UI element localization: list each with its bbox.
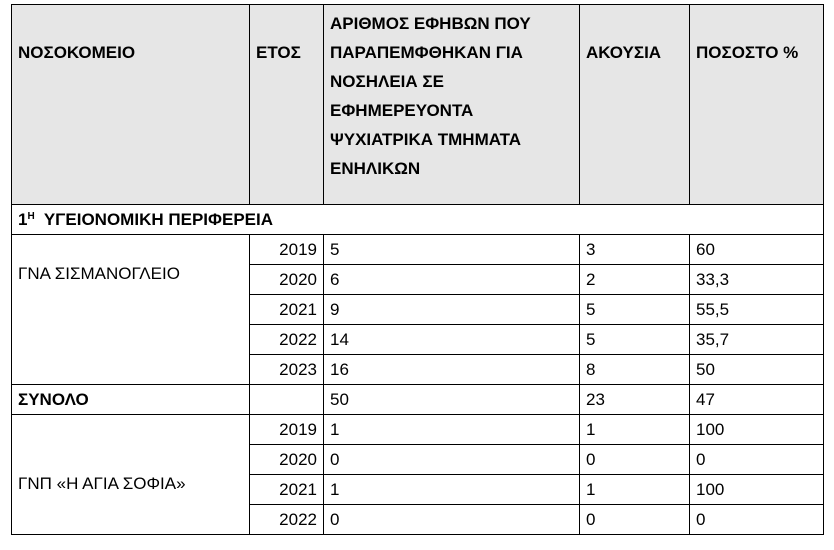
percent-cell: 100 — [690, 415, 824, 445]
akousia-cell: 0 — [580, 445, 690, 475]
header-year: ΕΤΟΣ — [250, 5, 324, 205]
year-cell: 2021 — [250, 475, 324, 505]
year-cell: 2020 — [250, 265, 324, 295]
total-count-cell: 50 — [324, 385, 580, 415]
statistics-table — [11, 4, 824, 535]
count-cell: 0 — [324, 445, 580, 475]
total-row — [12, 385, 824, 415]
count-cell: 9 — [324, 295, 580, 325]
header-row — [12, 5, 824, 205]
total-percent-cell: 47 — [690, 385, 824, 415]
count-cell: 14 — [324, 325, 580, 355]
percent-cell: 55,5 — [690, 295, 824, 325]
hospital-name: ΓΝΠ «Η ΑΓΙΑ ΣΟΦΙΑ» — [18, 474, 186, 493]
table-row — [12, 415, 824, 445]
percent-cell: 100 — [690, 475, 824, 505]
year-cell: 2022 — [250, 325, 324, 355]
akousia-cell: 1 — [580, 475, 690, 505]
header-involuntary: ΑΚΟΥΣΙΑ — [580, 5, 690, 205]
percent-cell: 0 — [690, 445, 824, 475]
akousia-cell: 2 — [580, 265, 690, 295]
akousia-cell: 0 — [580, 505, 690, 535]
region-name: ΥΓΕΙΟΝΟΜΙΚΗ ΠΕΡΙΦΕΡΕΙΑ — [43, 210, 273, 229]
akousia-cell: 5 — [580, 325, 690, 355]
region-superscript: Η — [27, 211, 35, 222]
header-percentage: ΠΟΣΟΣΤΟ % — [690, 5, 824, 205]
count-cell: 0 — [324, 505, 580, 535]
year-cell: 2019 — [250, 415, 324, 445]
percent-cell: 33,3 — [690, 265, 824, 295]
count-cell: 5 — [324, 235, 580, 265]
akousia-cell: 8 — [580, 355, 690, 385]
akousia-cell: 5 — [580, 295, 690, 325]
header-hospital: ΝΟΣΟΚΟΜΕΙΟ — [12, 5, 250, 205]
year-cell: 2023 — [250, 355, 324, 385]
hospital-name-cell — [12, 415, 250, 535]
table-row — [12, 235, 824, 265]
hospital-name-cell — [12, 235, 250, 385]
percent-cell: 60 — [690, 235, 824, 265]
header-adolescent-count: ΑΡΙΘΜΟΣ ΕΦΗΒΩΝ ΠΟΥ ΠΑΡΑΠΕΜΦΘΗΚΑΝ ΓΙΑ ΝΟΣΗΛΕΙΑ ΣΕ ΕΦΗΜΕΡΕΥΟΝΤΑ ΨΥΧΙΑΤΡΙΚΑ ΤΜΗΜΑΤΑ ΕΝΗΛΙΚΩΝ — [324, 5, 580, 205]
region-label — [12, 205, 824, 235]
akousia-cell: 3 — [580, 235, 690, 265]
percent-cell: 35,7 — [690, 325, 824, 355]
total-akousia-cell: 23 — [580, 385, 690, 415]
region-row — [12, 205, 824, 235]
count-cell: 16 — [324, 355, 580, 385]
count-cell: 6 — [324, 265, 580, 295]
count-cell: 1 — [324, 475, 580, 505]
year-cell: 2021 — [250, 295, 324, 325]
percent-cell: 0 — [690, 505, 824, 535]
year-cell: 2022 — [250, 505, 324, 535]
total-label: ΣΥΝΟΛΟ — [12, 385, 250, 415]
percent-cell: 50 — [690, 355, 824, 385]
akousia-cell: 1 — [580, 415, 690, 445]
region-number: 1 — [18, 210, 28, 229]
year-cell: 2019 — [250, 235, 324, 265]
year-cell: 2020 — [250, 445, 324, 475]
total-year-cell — [250, 385, 324, 415]
hospital-name: ΓΝΑ ΣΙΣΜΑΝΟΓΛΕΙΟ — [18, 264, 180, 283]
count-cell: 1 — [324, 415, 580, 445]
